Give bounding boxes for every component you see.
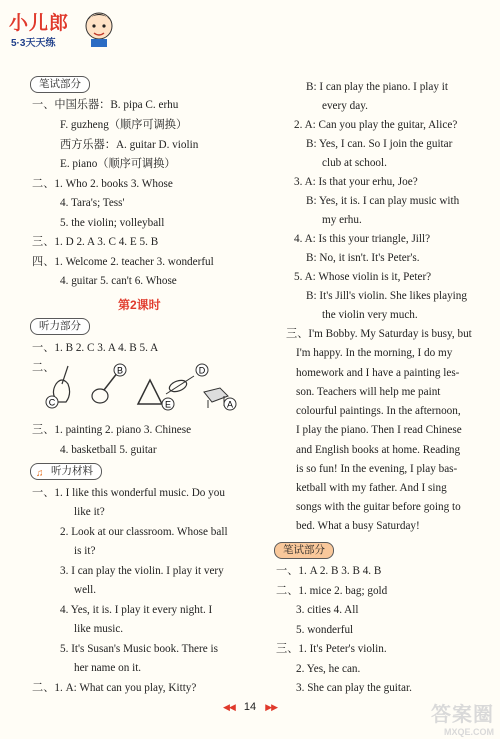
pic-label: B [116,365,124,376]
page-number: 14 [243,701,257,713]
script-line: 3. A: Is that your erhu, Joe? [294,176,418,188]
watermark-url: MXQE.COM [443,727,494,737]
answer-line: 二、1. Who 2. books 3. Whose [32,178,173,190]
script-line: 3. I can play the violin. I play it very [60,565,224,577]
script-line: bed. What a busy Saturday! [296,520,420,532]
section-tag-written-2: 笔试部分 [274,542,334,559]
left-arrows-icon: ◀◀ [222,702,235,712]
answer-line: 一、1. B 2. C 3. A 4. B 5. A [32,342,159,354]
pic-label: C [48,397,56,408]
script-line: son. Teachers will help me paint [296,386,441,398]
script-line: every day. [322,100,368,112]
page-footer [0,701,500,713]
pic-label: A [226,399,234,410]
answer-line: 一、1. A 2. B 3. B 4. B [276,565,382,577]
script-line: like music. [74,623,124,635]
answer-line: 三、1. painting 2. piano 3. Chinese [32,424,192,436]
answer-line: E. piano（顺序可调换） [60,158,176,170]
answer-line: 三、1. D 2. A 3. C 4. E 5. B [32,236,159,248]
answer-line: 西方乐器：A. guitar D. violin [60,139,199,151]
answer-line: 三、1. It's Peter's violin. [276,643,387,655]
answer-line: 四、1. Welcome 2. teacher 3. wonderful [32,256,214,268]
watermark [431,698,494,737]
answer-line: 3. She can play the guitar. [296,682,412,694]
pic-label: E [164,399,172,410]
script-line: 一、1. I like this wonderful music. Do you [32,487,225,499]
script-line: B: I can play the piano. I play it [306,81,448,93]
headphones-icon: ♫ [36,468,44,479]
lesson-title: 第2课时 [118,298,161,312]
script-line: the violin very much. [322,309,418,321]
script-line: I'm happy. In the morning, I do my [296,347,453,359]
triangle-icon [138,380,174,410]
script-line: 三、I'm Bobby. My Saturday is busy, but [286,328,472,340]
script-line: 5. It's Susan's Music book. There is [60,643,218,655]
answer-line: 5. the violin; volleyball [60,217,165,229]
brand-subtitle: 5·3天天练 [11,38,56,49]
script-line: 5. A: Whose violin is it, Peter? [294,271,432,283]
piano-icon [204,388,236,410]
script-line: club at school. [322,157,387,169]
answer-line: 一、中国乐器：B. pipa C. erhu [32,99,179,111]
script-line: 二、1. A: What can you play, Kitty? [32,682,197,694]
answer-line: 二、 [32,362,55,374]
script-line: B: It's Jill's violin. She likes playing [306,290,467,302]
script-line: 2. Look at our classroom. Whose ball [60,526,228,538]
script-line: is so fun! In the evening, I play bas- [296,463,458,475]
script-line: I play the piano. Then I read Chinese [296,424,462,436]
brand-name: 小儿郎 [9,13,70,34]
script-line: 4. Yes, it is. I play it every night. I [60,604,213,616]
script-line: 2. A: Can you play the guitar, Alice? [294,119,458,131]
tag-label: 听力材料 [51,465,93,477]
answer-line: 二、1. mice 2. bag; gold [276,585,388,597]
script-line: 4. A: Is this your triangle, Jill? [294,233,431,245]
answer-line: 5. wonderful [296,624,354,636]
answer-line: F. guzheng（顺序可调换） [60,119,188,131]
script-line: like it? [74,506,105,518]
answer-line: 4. Tara's; Tess' [60,197,125,209]
section-tag-listening: 听力部分 [30,318,90,335]
script-line: is it? [74,545,96,557]
mascot-icon [81,6,117,48]
watermark-text: 答案圈 [431,704,494,726]
section-tag-listening-script [30,463,102,480]
instrument-pictures [38,362,238,412]
script-line: B: Yes, it is. I can play music with [306,195,460,207]
violin-icon [166,364,208,394]
script-line: my erhu. [322,214,362,226]
pic-label: D [198,365,206,376]
script-line: well. [74,584,97,596]
script-line: homework and I have a painting les- [296,367,460,379]
script-line: colourful paintings. In the afternoon, [296,405,461,417]
script-line: B: No, it isn't. It's Peter's. [306,252,420,264]
right-arrows-icon: ▶▶ [265,702,278,712]
brand-logo [5,2,125,50]
answer-line: 2. Yes, he can. [296,663,361,675]
section-tag-written: 笔试部分 [30,76,90,93]
answer-line: 4. guitar 5. can't 6. Whose [60,275,177,287]
script-line: B: Yes, I can. So I join the guitar [306,138,453,150]
script-line: ketball with my father. And I sing [296,482,447,494]
script-line: and English books at home. Reading [296,444,461,456]
pipa-icon [46,366,70,408]
answer-line: 4. basketball 5. guitar [60,444,157,456]
guitar-icon [92,364,126,403]
answer-line: 3. cities 4. All [296,604,359,616]
script-line: her name on it. [74,662,142,674]
script-line: songs with the guitar before going to [296,501,461,513]
